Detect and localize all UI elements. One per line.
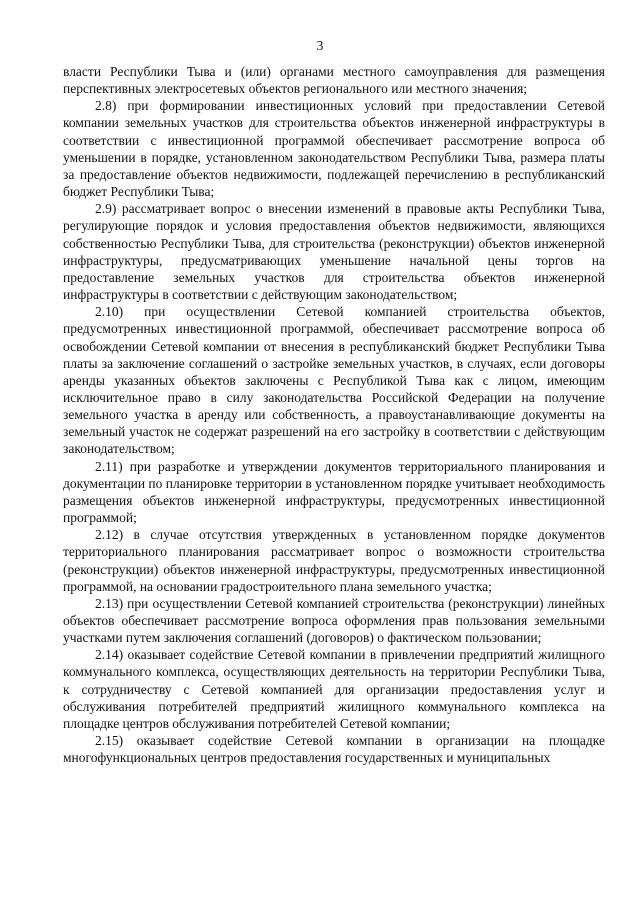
paragraph-2-12: 2.12) в случае отсутствия утвержденных в установленном порядке документов территориального планирования рассматривает вопрос о возможности строительства (реконструкции) объектов инженерной инфраструктуры, предусмотренных инвестиционной программой, на основании градостроительного плана земельного участка; — [63, 527, 605, 594]
paragraph-2-9: 2.9) рассматривает вопрос о внесении изменений в правовые акты Республики Тыва, регулирующие порядок и условия предоставления объектов недвижимости, являющихся собственностью Республики Тыва, для строительства (реконструкции) объектов инженерной инфраструктуры, предусматривающих уменьшение начальной цены торгов на предоставление земельных участков для строительства объектов инженерной инфраструктуры в соответствии с действующим законодательством; — [63, 201, 605, 303]
page-number: 3 — [316, 38, 324, 53]
paragraph-2-10: 2.10) при осуществлении Сетевой компанией строительства объектов, предусмотренных инвестиционной программой, обеспечивает рассмотрение вопроса об освобождении Сетевой компании от внесения в республиканский бюджет Республики Тыва платы за заключение соглашений о застройке земельных участков, в случаях, если договоры аренды указанных объектов заключены с Республикой Тыва как с лицом, имеющим исключительное право в силу законодательства Российской Федерации на получение земельного участка в аренду или собственность, а правоустанавливающие документы на земельный участок не содержат разрешений на его застройку в соответствии с действующим законодательством; — [63, 304, 605, 457]
paragraph-2-8: 2.8) при формировании инвестиционных условий при предоставлении Сетевой компании земельных участков для строительства объектов инженерной инфраструктуры в соответствии с инвестиционной программой обеспечивает рассмотрение вопроса об уменьшении в порядке, установленном законодательством Республики Тыва, размера платы за предоставление объектов недвижимости, подлежащей перечислению в республиканский бюджет Республики Тыва; — [63, 98, 605, 200]
paragraph-2-11: 2.11) при разработке и утверждении документов территориального планирования и документации по планировке территории в установленном порядке учитывает необходимость размещения объектов инженерной инфраструктуры, предусмотренных инвестиционной программой; — [63, 458, 605, 526]
paragraph-continuation: власти Республики Тыва и (или) органами местного самоуправления для размещения перспективных электросетевых объектов регионального или местного значения; — [63, 64, 605, 97]
paragraph-2-15: 2.15) оказывает содействие Сетевой компании в организации на площадке многофункциональных центров предоставления государственных и муниципальных — [63, 733, 605, 766]
document-body — [63, 63, 605, 766]
paragraph-2-13: 2.13) при осуществлении Сетевой компанией строительства (реконструкции) линейных объектов обеспечивает рассмотрение вопроса оформления прав пользования земельными участками путем заключения соглашений (договоров) о фактическом пользовании; — [63, 595, 605, 646]
paragraph-2-14: 2.14) оказывает содействие Сетевой компании в привлечении предприятий жилищного коммунального комплекса, осуществляющих деятельность на территории Республики Тыва, к сотрудничеству с Сетевой компанией для организации предоставления услуг и обслуживания потребителей предприятий жилищного коммунального комплекса на площадке центров обслуживания потребителей Сетевой компании; — [63, 647, 605, 731]
